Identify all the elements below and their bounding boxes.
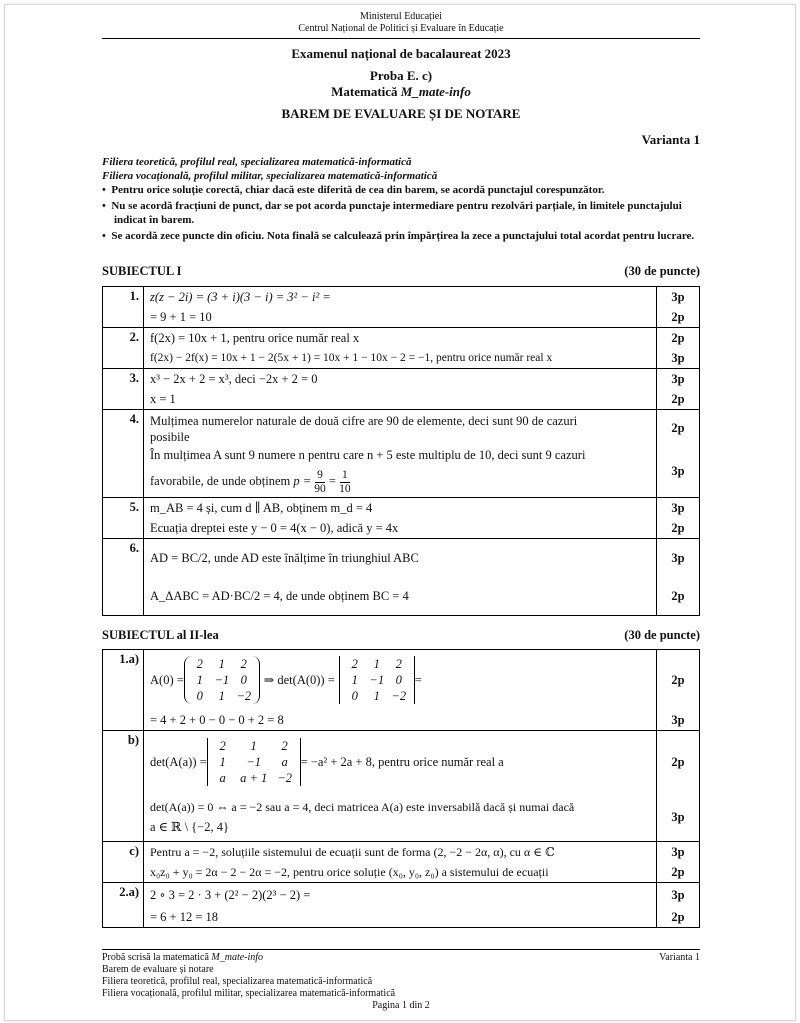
determinant-aa: 2 1 2 1 −1 a a a + 1 −2 — [207, 738, 301, 786]
table-row: 2. f(2x) = 10x + 1, pentru orice număr real x f(2x) − 2f(x) = 10x + 1 − 2(5x + 1) = 10x + 1 − 10x − 2 = −1, pentru orice număr real x 2p 3p — [103, 328, 700, 369]
center-name: Centrul Național de Politici și Evaluare în Educație — [298, 23, 504, 34]
barem-title: BAREM DE EVALUARE ȘI DE NOTARE — [281, 106, 521, 121]
table-row: 6. AD = BC/2, unde AD este înălțime în triunghiul ABC A_ΔABC = AD·BC/2 = 4, de unde obținem BC = 4 3p 2p — [103, 539, 700, 616]
table-row: 1. z(z − 2i) = (3 + i)(3 − i) = 3² − i² = = 9 + 1 = 10 3p 2p — [103, 287, 700, 328]
fraction: $\frac{9}{90}$ — [314, 468, 326, 495]
table-row: 2.a) 2 ∘ 3 = 2 · 3 + (2² − 2)(2³ − 2) = = 6 + 12 = 18 3p 2p — [103, 883, 700, 928]
note-bullet-2: • Nu se acordă fracțiuni de punct, dar se pot acorda punctaje intermediare pentru rezolvări parțiale, în limitele punctajului indicat în barem. — [102, 200, 682, 226]
determinant-a0: 2 1 2 1 −1 0 0 1 −2 — [339, 656, 415, 704]
note-bullet-3: • Se acordă zece puncte din oficiu. Nota finală se calculează prin împărțirea la zece a punctajului total acordat pentru lucrare. — [102, 230, 695, 242]
page-number: Pagina 1 din 2 — [372, 1000, 430, 1011]
filiera-1: Filiera teoretică, profilul real, specializarea matematică-informatică — [102, 156, 412, 168]
subiect-2-table — [102, 649, 700, 928]
footer — [102, 949, 700, 1012]
footer-varianta: Varianta 1 — [659, 952, 700, 963]
footer-filiera-1: Filiera teoretică, profilul real, specializarea matematică-informatică — [102, 976, 373, 987]
subject-title: Matematică M_mate-info — [331, 84, 471, 99]
table-row: 1.a) A(0) = 2 1 2 1 −1 0 0 1 −2 ⇒ det(A(0)) = 2 1 2 1 −1 0 0 1 −2 = = 4 + 2 + 0 − 0 − 0 + 2 = 8 2p 3p — [103, 650, 700, 731]
varianta-label: Varianta 1 — [641, 132, 700, 147]
subiect-1-table — [102, 286, 700, 616]
table-row: 3. x³ − 2x + 2 = x³, deci −2x + 2 = 0 x = 1 3p 2p — [103, 369, 700, 410]
filiera-2: Filiera vocațională, profilul militar, specializarea matematică-informatică — [102, 170, 438, 182]
fraction: $\frac{1}{10}$ — [339, 468, 351, 495]
exam-title: Examenul național de bacalaureat 2023 — [291, 46, 511, 61]
instructions — [102, 155, 700, 243]
subiect-1-heading: SUBIECTUL I (30 de puncte) — [102, 264, 700, 278]
footer-exam: Probă scrisă la matematică M_mate-info — [102, 952, 264, 963]
table-row: 4. Mulțimea numerelor naturale de două cifre are 90 de elemente, deci sunt 90 de cazuri posibile În mulțimea A sunt 9 numere n pentru care n + 5 este multiplu de 10, deci sunt 9 cazuri favorabile, de unde obținem p = $\frac{9}{90}$ = $\frac{1}{10}$ 2p 3p — [103, 410, 700, 498]
footer-filiera-2: Filiera vocațională, profilul militar, specializarea matematică-informatică — [102, 988, 396, 999]
table-row: b) det(A(a)) = 2 1 2 1 −1 a a a + 1 −2 = −a² + 2a + 8, pentru orice număr real a det(A(a)) = 0 ⇔ a = −2 sau a = 4, deci matricea A(a) este inversabilă dacă și numai dacă a ∈ ℝ \ {−2, 4} 2p 3p — [103, 731, 700, 842]
table-row: c) Pentru a = −2, soluțiile sistemului de ecuații sunt de forma (2, −2 − 2α, α), cu α ∈ ℂ x₀z₀ + y₀ = 2α − 2 − 2α = −2, pentru orice soluție (x₀, y₀, z₀) a sistemului de ecuații 3p 2p — [103, 842, 700, 883]
footer-barem: Barem de evaluare și notare — [102, 964, 214, 975]
matrix-a0: 2 1 2 1 −1 0 0 1 −2 — [184, 656, 260, 704]
subiect-2-heading: SUBIECTUL al II-lea (30 de puncte) — [102, 628, 700, 642]
header-rule — [102, 38, 700, 39]
ministry-name: Ministerul Educației — [360, 11, 442, 22]
proba-label: Proba E. c) — [369, 68, 433, 83]
table-row: 5. m_AB = 4 și, cum d ∥ AB, obținem m_d = 4 Ecuația dreptei este y − 0 = 4(x − 0), adică y = 4x 3p 2p — [103, 498, 700, 539]
note-bullet-1: • Pentru orice soluție corectă, chiar dacă este diferită de cea din barem, se acordă punctajul corespunzător. — [102, 184, 605, 196]
